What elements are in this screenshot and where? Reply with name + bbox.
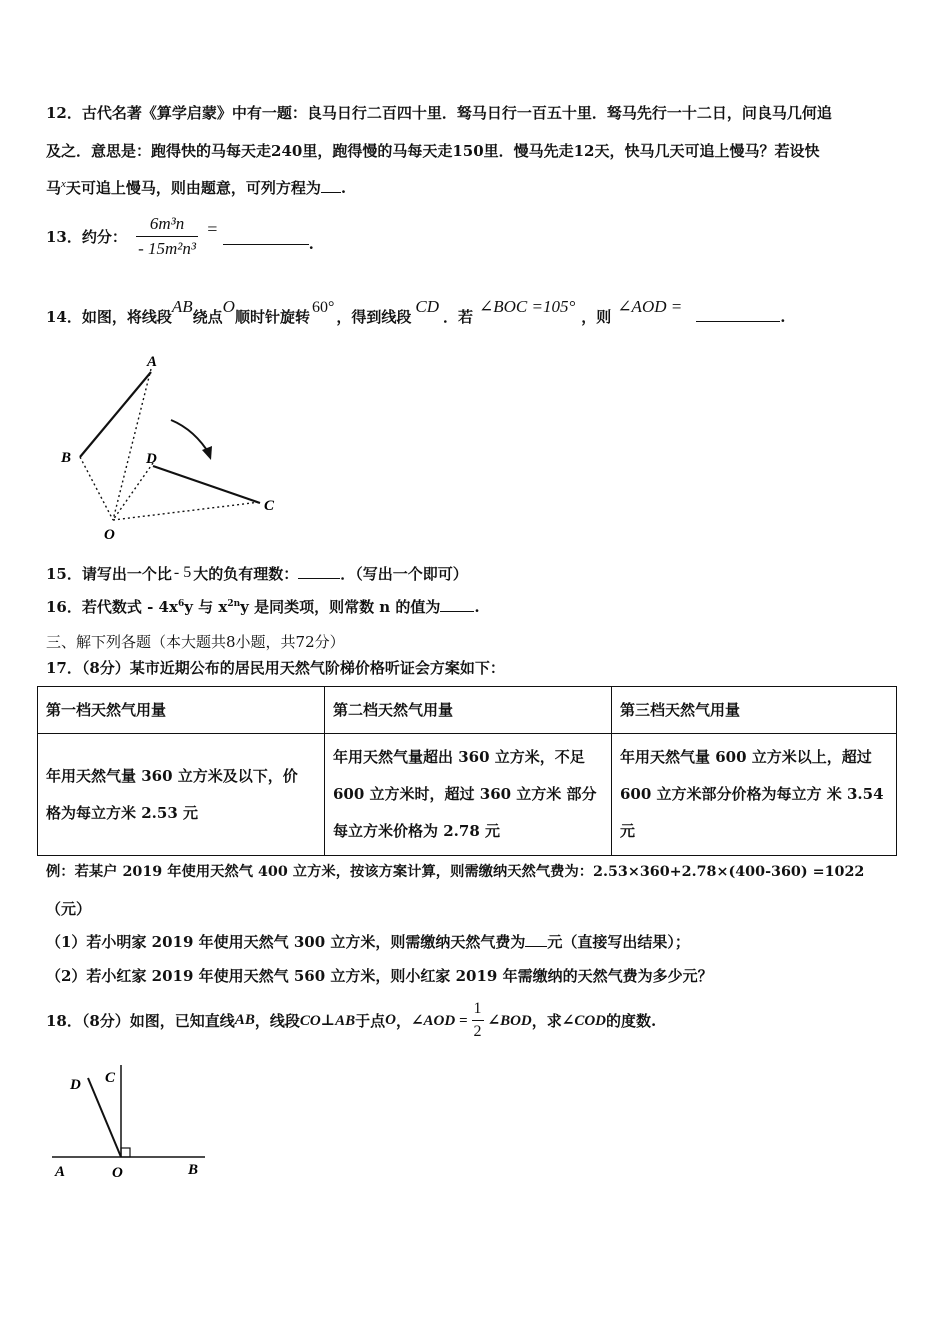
q14-text3: 顺时针旋转: [234, 308, 310, 326]
segment-ab: [80, 372, 151, 457]
q16-end: .: [474, 598, 480, 616]
q13-end: .: [308, 234, 314, 253]
q13-denominator: - 15m²n³: [138, 239, 196, 258]
dotted-oa: [113, 369, 151, 520]
label-b: B: [188, 1162, 199, 1178]
label-d: D: [146, 451, 157, 467]
arrow-head-icon: [202, 446, 212, 460]
q13-fraction: [136, 214, 198, 259]
segment-cd: [153, 466, 260, 503]
q14-boc: ∠BOC =105°: [479, 297, 576, 316]
cell-tier3-line2: 600 立方米部分价格为每立方 米 3.54: [620, 785, 884, 803]
q14-text2: 绕点: [192, 308, 223, 326]
cell-tier2-line3: 每立方米价格为 2.78 元: [333, 822, 500, 840]
label-o: O: [104, 527, 115, 543]
q18-text3: 于点: [355, 1012, 386, 1030]
q18-bod: ∠BOD: [487, 1013, 532, 1029]
q18-ab: AB: [234, 1012, 255, 1028]
q14-figure: [55, 350, 295, 545]
cell-tier2: [325, 734, 612, 856]
q15-line: [46, 563, 468, 584]
gas-price-table: [37, 686, 897, 856]
q12-line3: [46, 177, 346, 198]
q17-title: 17．（8分）某市近期公布的居民用天然气阶梯价格听证会方案如下：: [46, 659, 505, 677]
q13-numerator: 6m³n: [136, 214, 198, 237]
q16-line: [46, 596, 480, 617]
q15-number: - 5: [173, 564, 192, 581]
q18-frac-den: 2: [473, 1023, 482, 1040]
q17-example-line1: 例：若某户 2019 年使用天然气 400 立方米，按该方案计算，则需缴纳天然气费为：2.53×360+2.78×(400-360) =1022: [46, 864, 865, 880]
q13-equals: =: [207, 219, 218, 239]
header-tier3: 第三档天然气用量: [612, 687, 897, 734]
section3-heading: 三、解下列各题（本大题共8小题，共72分）: [46, 633, 345, 651]
cell-tier1: [38, 734, 325, 856]
q18-o: O: [385, 1012, 396, 1028]
q16-text1: 16．若代数式 - 4x: [46, 598, 178, 616]
dotted-od: [113, 463, 153, 520]
q15-answer-blank: [298, 577, 340, 579]
q18-text2: ，线段: [254, 1012, 300, 1030]
header-tier1: 第一档天然气用量: [38, 687, 325, 734]
q14-text4: ，得到线段: [336, 308, 412, 326]
dotted-ob: [80, 457, 113, 520]
q12-line1: 12．古代名著《算学启蒙》中有一题：良马日行二百四十里．驽马日行一百五十里．驽马先行一十二日，问良马几何追: [46, 104, 832, 122]
q12-var-x: x: [61, 178, 66, 190]
q17-sub2: （2）若小红家 2019 年使用天然气 560 立方米，则小红家 2019 年需缴纳的天然气费为多少元？: [46, 967, 713, 985]
q16-text2: y 与 x: [184, 598, 228, 616]
q14-end: .: [780, 308, 786, 326]
label-o: O: [112, 1165, 123, 1181]
ray-od: [88, 1078, 121, 1157]
q17-sub1-blank: [525, 945, 547, 947]
q14-aod: ∠AOD =: [617, 297, 683, 316]
q16-text3: y 是同类项，则常数 n 的值为: [240, 598, 441, 616]
q14-line: [46, 297, 786, 327]
q18-text6: 的度数.: [606, 1012, 657, 1030]
dotted-oc: [113, 502, 260, 520]
label-a: A: [55, 1164, 66, 1180]
table-row: [38, 734, 897, 856]
cell-tier3-line3: 元: [620, 822, 636, 840]
q17-sub1: [46, 931, 690, 952]
q17-sub1-text2: 元（直接写出结果）；: [547, 933, 690, 951]
q16-answer-blank: [440, 610, 474, 612]
cell-tier2-line2: 600 立方米时，超过 360 立方米 部分: [333, 785, 597, 803]
q17-sub1-text1: （1）若小明家 2019 年使用天然气 300 立方米，则需缴纳天然气费为: [46, 933, 526, 951]
table-header-row: [38, 687, 897, 734]
q16-exp1: 6: [177, 599, 185, 609]
q12-end: .: [340, 179, 347, 197]
q15-text2: 大的负有理数：: [193, 565, 299, 583]
q14-o: O: [222, 297, 235, 316]
q18-line: [46, 1000, 656, 1041]
q12-text: 马: [46, 179, 62, 197]
label-d: D: [70, 1077, 81, 1093]
header-tier2: 第二档天然气用量: [325, 687, 612, 734]
label-c: C: [105, 1070, 116, 1086]
q18-text1: 18．（8分）如图，已知直线: [46, 1012, 235, 1030]
q18-text4: ，: [395, 1012, 411, 1030]
q18-aod: ∠AOD =: [410, 1013, 468, 1029]
q13-answer-blank: [223, 243, 309, 245]
q13-line: [46, 214, 314, 259]
q18-cod: ∠COD: [561, 1013, 607, 1029]
q12-answer-blank: [321, 191, 341, 193]
q14-cd: CD: [415, 297, 440, 316]
q14-ab: AB: [171, 297, 193, 316]
q15-text3: ．（写出一个即可）: [340, 565, 468, 583]
q12-line2: 及之．意思是：跑得快的马每天走240里，跑得慢的马每天走150里．慢马先走12天，快马几天可追上慢马？若设快: [46, 142, 820, 160]
cell-tier3: [612, 734, 897, 856]
q17-example-line2: （元）: [46, 900, 92, 918]
q14-answer-blank: [696, 320, 780, 322]
right-angle-mark: [121, 1148, 130, 1157]
cell-tier1-line1: 年用天然气量 360 立方米及以下，价: [46, 766, 298, 785]
q14-angle: 60°: [311, 299, 335, 316]
q18-figure: [45, 1060, 220, 1185]
q18-co-ab: CO⊥AB: [299, 1013, 356, 1029]
q13-label: 13．约分：: [46, 228, 127, 246]
q18-text5: ，求: [531, 1012, 562, 1030]
q14-text5: ．若: [443, 308, 474, 326]
q14-text6: ，则: [581, 308, 612, 326]
cell-tier2-line1: 年用天然气量超出 360 立方米，不足: [333, 748, 585, 766]
q16-exp2: 2n: [227, 599, 241, 609]
q15-text1: 15．请写出一个比: [46, 565, 172, 583]
label-a: A: [147, 354, 158, 370]
q18-fraction: [472, 1000, 484, 1041]
label-b: B: [61, 450, 72, 466]
cell-tier3-line1: 年用天然气量 600 立方米以上，超过: [620, 748, 872, 766]
label-c: C: [264, 498, 275, 514]
q18-frac-num: 1: [472, 1000, 484, 1021]
cell-tier1-line2: 格为每立方米 2.53 元: [46, 803, 198, 822]
q14-text1: 14．如图，将线段: [46, 308, 172, 326]
q12-text2: 天可追上慢马，则由题意，可列方程为: [65, 179, 321, 197]
